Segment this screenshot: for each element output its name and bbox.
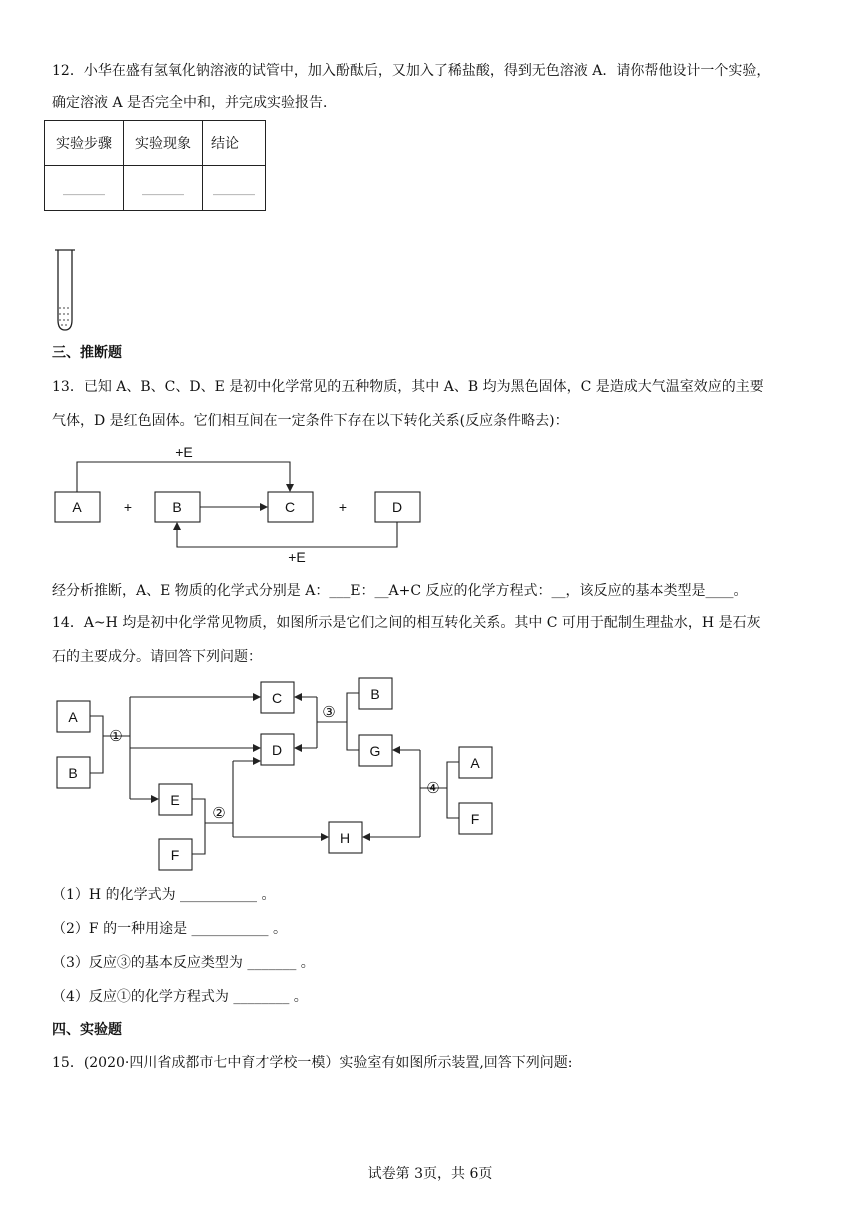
q14-node-g: G xyxy=(369,743,381,759)
q13-line2: 气体，D 是红色固体。它们相互间在一定条件下存在以下转化关系(反应条件略去)： xyxy=(52,413,569,429)
q14-sub4: （4）反应①的化学方程式为 ________ 。 xyxy=(52,989,308,1005)
q12-line1: 12．小华在盛有氢氧化钠溶液的试管中，加入酚酞后，又加入了稀盐酸，得到无色溶液 A．请你帮他设计一个实验， xyxy=(52,63,771,79)
q13-label-d: D xyxy=(391,499,403,515)
q13-answer: 经分析推断，A、E 物质的化学式分别是 A：___E：__A+C 反应的化学方程式：__，该反应的基本类型是____。 xyxy=(52,583,748,599)
q14-reaction-3: ③ xyxy=(322,704,336,721)
q14-node-c: C xyxy=(271,690,283,706)
q14-node-b: B xyxy=(68,765,78,781)
q14-node-a2: A xyxy=(470,755,480,771)
q13-arrow-a-to-c xyxy=(77,462,290,492)
q14-node-a: A xyxy=(68,709,78,725)
blank-conclusion[interactable]: ______ xyxy=(203,166,266,211)
table-header-row xyxy=(45,121,266,166)
q13-plus-1: + xyxy=(123,499,133,515)
q15-line1: 15．(2020·四川省成都市七中育才学校一模）实验室有如图所示装置,回答下列问题: xyxy=(52,1055,573,1071)
q14-line2: 石的主要成分。请回答下列问题： xyxy=(52,649,262,665)
q13-diagram xyxy=(0,440,860,570)
q14-reaction-1: ① xyxy=(109,728,123,745)
q13-label-b: B xyxy=(172,499,182,515)
q14-node-b2: B xyxy=(370,686,380,702)
q13-plus-2: + xyxy=(338,499,348,515)
header-steps: 实验步骤 xyxy=(45,121,124,166)
blank-phenomena[interactable]: ______ xyxy=(124,166,203,211)
q14-reaction-4: ④ xyxy=(426,780,440,797)
q13-line1: 13．已知 A、B、C、D、E 是初中化学常见的五种物质，其中 A、B 均为黑色固体，C 是造成大气温室效应的主要 xyxy=(52,379,764,395)
q13-bottom-label: +E xyxy=(288,549,306,565)
q14-node-d: D xyxy=(271,742,283,758)
q14-diagram xyxy=(0,670,860,880)
q14-line1: 14．A~H 均是初中化学常见物质，如图所示是它们之间的相互转化关系。其中 C 可用于配制生理盐水，H 是石灰 xyxy=(52,615,761,631)
test-tube-image xyxy=(52,246,82,336)
q12-line2: 确定溶液 A 是否完全中和，并完成实验报告． xyxy=(52,95,338,111)
page-footer: 试卷第 3页，共 6页 xyxy=(367,1166,493,1182)
q13-label-a: A xyxy=(72,499,82,515)
q13-label-c: C xyxy=(284,499,296,515)
q14-node-e: E xyxy=(170,792,180,808)
experiment-report-table xyxy=(44,120,266,211)
q14-node-h: H xyxy=(339,830,351,846)
q13-top-label: +E xyxy=(175,444,193,460)
q14-sub1: （1）H 的化学式为 ___________ 。 xyxy=(52,887,276,903)
q13-arrow-d-to-b xyxy=(177,522,397,547)
header-phenomena: 实验现象 xyxy=(124,121,203,166)
header-conclusion: 结论 xyxy=(203,121,266,166)
q14-node-f2: F xyxy=(470,811,480,827)
q14-reaction-2: ② xyxy=(212,805,226,822)
section3-heading: 三、推断题 xyxy=(52,345,122,361)
section4-heading: 四、实验题 xyxy=(52,1022,122,1038)
table-row xyxy=(45,166,266,211)
blank-steps[interactable]: ______ xyxy=(45,166,124,211)
q14-sub3: （3）反应③的基本反应类型为 _______ 。 xyxy=(52,955,315,971)
q14-node-f: F xyxy=(170,847,180,863)
q14-sub2: （2）F 的一种用途是 ___________ 。 xyxy=(52,921,287,937)
